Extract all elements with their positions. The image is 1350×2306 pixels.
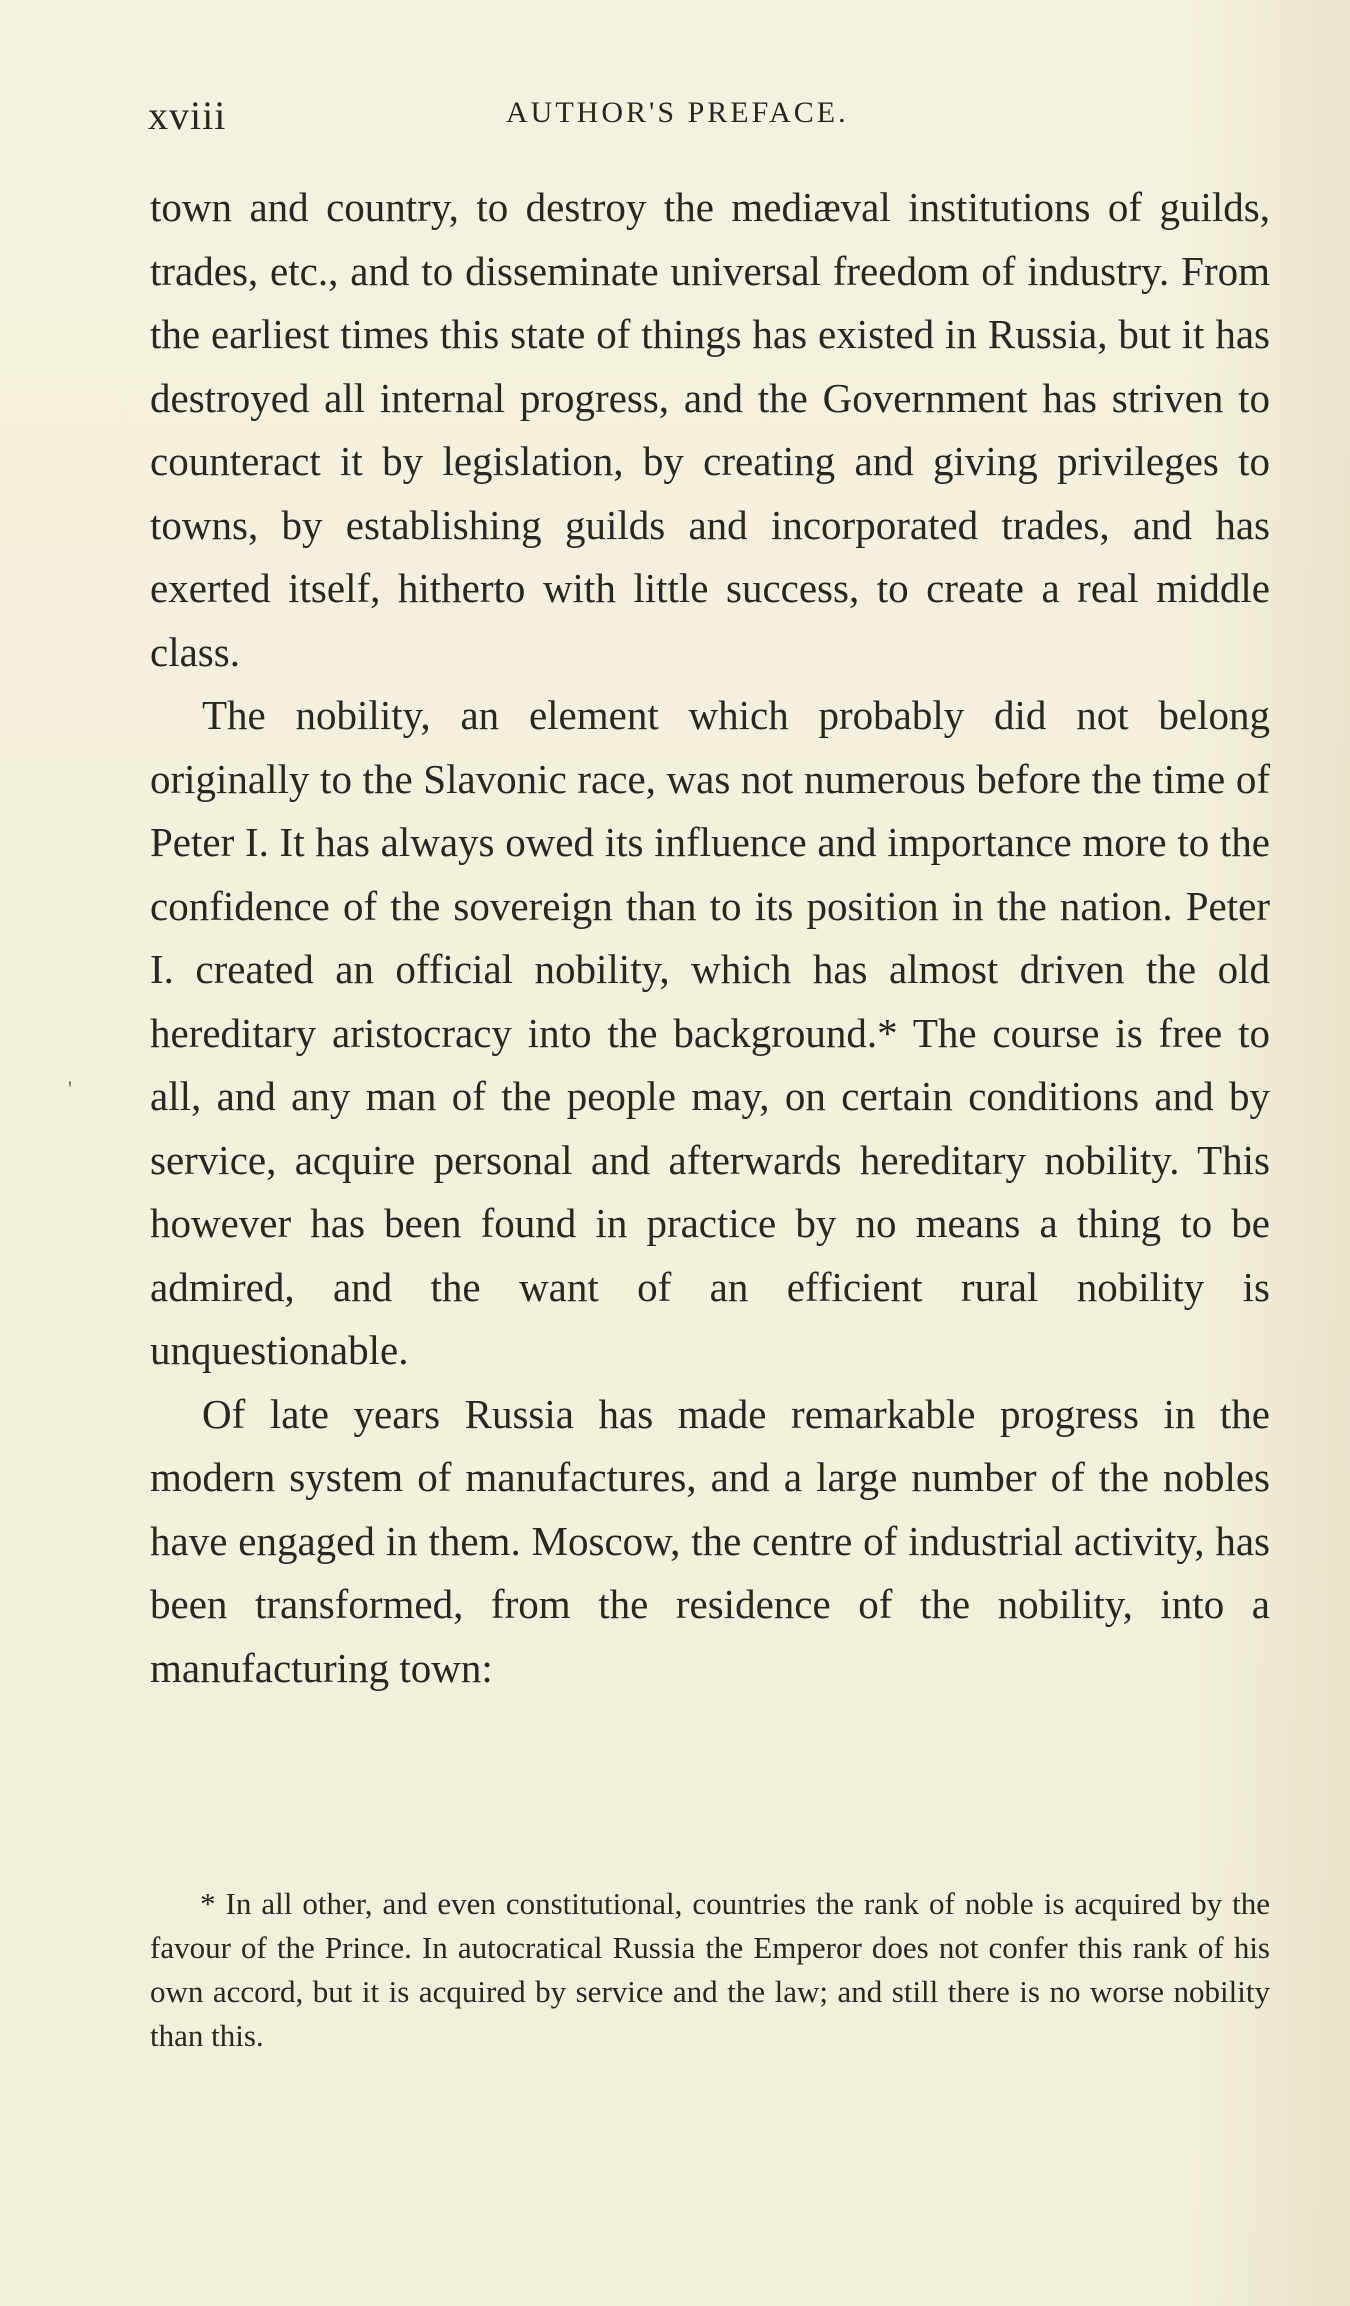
page-number: xviii xyxy=(148,93,227,138)
page-header xyxy=(148,92,1268,142)
body-text xyxy=(150,176,1270,1700)
running-head: AUTHOR'S PREFACE. xyxy=(506,96,849,129)
footnote-area xyxy=(150,1882,1270,2058)
paragraph-3: Of late years Russia has made remarkable progress in the modern system of manufactures, and a large number of the nobles have engaged in them. Moscow, the centre of industrial activity, has been transformed, from the residence of the nobility, into a manufacturing town: xyxy=(150,1390,1270,1691)
paragraph-2: The nobility, an element which probably did not belong originally to the Slavonic race, was not numerous before the time of Peter I. It has always owed its influence and importance more to the confidence of the sovereign than to its position in the nation. Peter I. created an official nobility, which has almost driven the old hereditary aristocracy into the background.* The course is free to all, and any man of the people may, on certain conditions and by service, acquire personal and afterwards hereditary nobility. This however has been found in practice by no means a thing to be admired, and the want of an efficient rural nobility is unquestionable. xyxy=(150,692,1270,1373)
margin-mark: ' xyxy=(68,1076,72,1101)
paragraph-1: town and country, to destroy the mediæval institutions of guilds, trades, etc., and to disseminate universal freedom of industry. From the earliest times this state of things has existed in Russia, but it has destroyed all internal progress, and the Government has striven to counteract it by legislation, by creating and giving privileges to towns, by establishing guilds and incorporated trades, and has exerted itself, hitherto with little success, to create a real middle class. xyxy=(150,184,1270,675)
footnote: * In all other, and even constitutional, countries the rank of noble is acquired by the favour of the Prince. In autocratical Russia the Emperor does not confer this rank of his own accord, but it is acquired by service and the law; and still there is no worse nobility than this. xyxy=(150,1886,1270,2053)
